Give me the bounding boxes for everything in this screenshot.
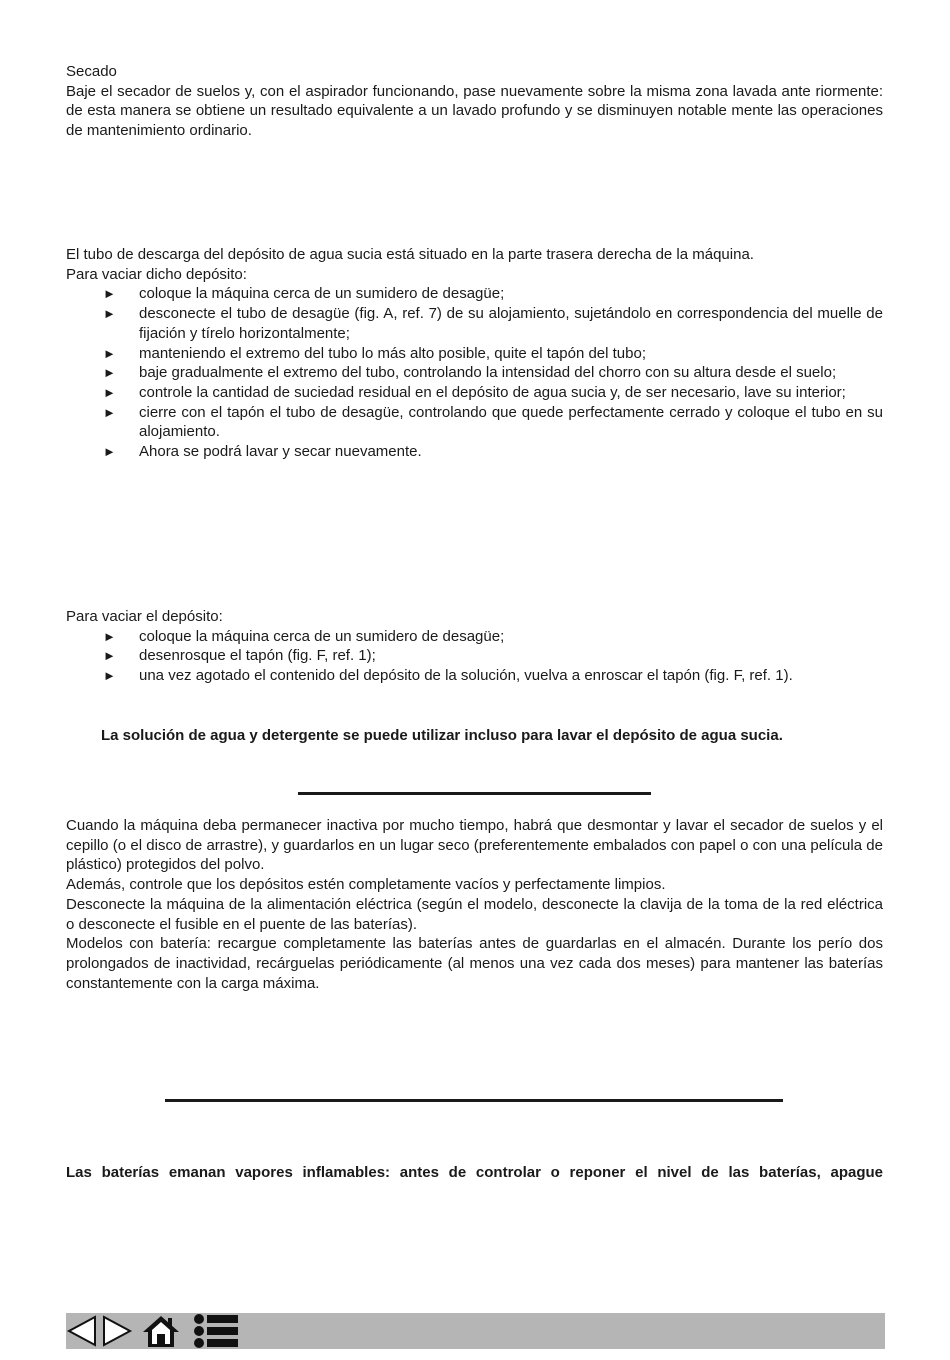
bullet-arrow-icon: ► bbox=[103, 668, 116, 684]
bullet-arrow-icon: ► bbox=[103, 345, 116, 361]
list-item: ► baje gradualmente el extremo del tubo, controlando la intensidad del chorro con su altura desde el suelo; bbox=[103, 364, 837, 382]
list-item: ► desconecte el tubo de desagüe (fig. A, ref. 7) de su alojamiento, sujetándolo en correspondencia del muelle de fijación y tírelo horizontalmente; bbox=[103, 305, 883, 342]
bullet-arrow-icon: ► bbox=[103, 628, 116, 644]
solution-note: La solución de agua y detergente se puede utilizar incluso para lavar el depósito de agua sucia. bbox=[101, 727, 783, 744]
bullet-arrow-icon: ► bbox=[103, 384, 116, 400]
drying-section bbox=[66, 62, 883, 141]
storage-paragraph-4: Modelos con batería: recargue completamente las baterías antes de guardarlas en el almacén. Durante los perío dos prolongados de inactividad, recárguelas periódicamente (al menos una vez cada dos meses) para mantener las baterías constantemente con la carga máxima. bbox=[66, 935, 883, 992]
home-button[interactable] bbox=[140, 1313, 182, 1349]
dirty-tank-intro-2: Para vaciar dicho depósito: bbox=[66, 265, 247, 283]
footer-bar bbox=[66, 1313, 885, 1349]
next-page-button[interactable] bbox=[101, 1313, 133, 1349]
list-item: ► coloque la máquina cerca de un sumidero de desagüe; bbox=[103, 285, 505, 303]
bullet-arrow-icon: ► bbox=[103, 648, 116, 664]
storage-paragraph-2: Además, controle que los depósitos estén completamente vacíos y perfectamente limpios. bbox=[66, 876, 666, 894]
solution-tank-steps bbox=[66, 627, 883, 686]
dirty-tank-intro: El tubo de descarga del depósito de agua sucia está situado en la parte trasera derecha de la máquina. bbox=[66, 246, 754, 263]
list-item: ► una vez agotado el contenido del depósito de la solución, vuelva a enroscar el tapón (fig. F, ref. 1). bbox=[103, 667, 793, 685]
bullet-arrow-icon: ► bbox=[103, 286, 116, 302]
bullet-arrow-icon: ► bbox=[103, 444, 116, 460]
storage-section bbox=[66, 816, 883, 993]
index-button[interactable] bbox=[191, 1313, 239, 1349]
drying-paragraph: Baje el secador de suelos y, con el aspirador funcionando, pase nuevamente sobre la misma zona lavada ante riormente: de esta manera se obtiene un resultado equivalente a un lavado profundo y se disminuyen notable mente las operaciones de mantenimiento ordinario. bbox=[66, 82, 883, 140]
previous-page-button[interactable] bbox=[66, 1313, 98, 1349]
battery-warning: Las baterías emanan vapores inflamables: antes de controlar o reponer el nivel de las baterías, apague bbox=[66, 1164, 883, 1181]
previous-page-icon bbox=[66, 1313, 98, 1349]
storage-paragraph-1: Cuando la máquina deba permanecer inactiva por mucho tiempo, habrá que desmontar y lavar el secador de suelos y el cepillo (o el disco de arrastre), y guardarlos en un lugar seco (preferentemente embalados con papel o con una película de plástico) protegidos del polvo. bbox=[66, 817, 883, 874]
list-item: ► coloque la máquina cerca de un sumidero de desagüe; bbox=[103, 627, 505, 645]
section-divider bbox=[165, 1099, 783, 1102]
list-item: ► cierre con el tapón el tubo de desagüe, controlando que quede perfectamente cerrado y coloque el tubo en su alojamiento. bbox=[103, 403, 883, 441]
solution-tank-section bbox=[66, 607, 883, 686]
bullet-arrow-icon: ► bbox=[103, 404, 116, 420]
section-divider bbox=[298, 792, 651, 795]
list-item: ► manteniendo el extremo del tubo lo más alto posible, quite el tapón del tubo; bbox=[103, 344, 646, 362]
drying-heading: Secado bbox=[66, 63, 117, 80]
list-item: ► desenrosque el tapón (fig. F, ref. 1); bbox=[103, 647, 376, 665]
solution-tank-intro: Para vaciar el depósito: bbox=[66, 608, 223, 625]
list-item: ► controle la cantidad de suciedad residual en el depósito de agua sucia y, de ser necesario, lave su interior; bbox=[103, 383, 846, 401]
list-item: ► Ahora se podrá lavar y secar nuevamente. bbox=[103, 443, 422, 461]
list-icon bbox=[191, 1313, 239, 1349]
storage-paragraph-3: Desconecte la máquina de la alimentación eléctrica (según el modelo, desconecte la clavija de la toma de la red eléctrica o desconecte el fusible en el puente de las baterías). bbox=[66, 895, 883, 933]
home-icon bbox=[140, 1313, 182, 1349]
bullet-arrow-icon: ► bbox=[103, 306, 116, 322]
bullet-arrow-icon: ► bbox=[103, 365, 116, 381]
next-page-icon bbox=[101, 1313, 133, 1349]
dirty-tank-section bbox=[66, 245, 883, 462]
dirty-tank-steps bbox=[66, 284, 883, 461]
